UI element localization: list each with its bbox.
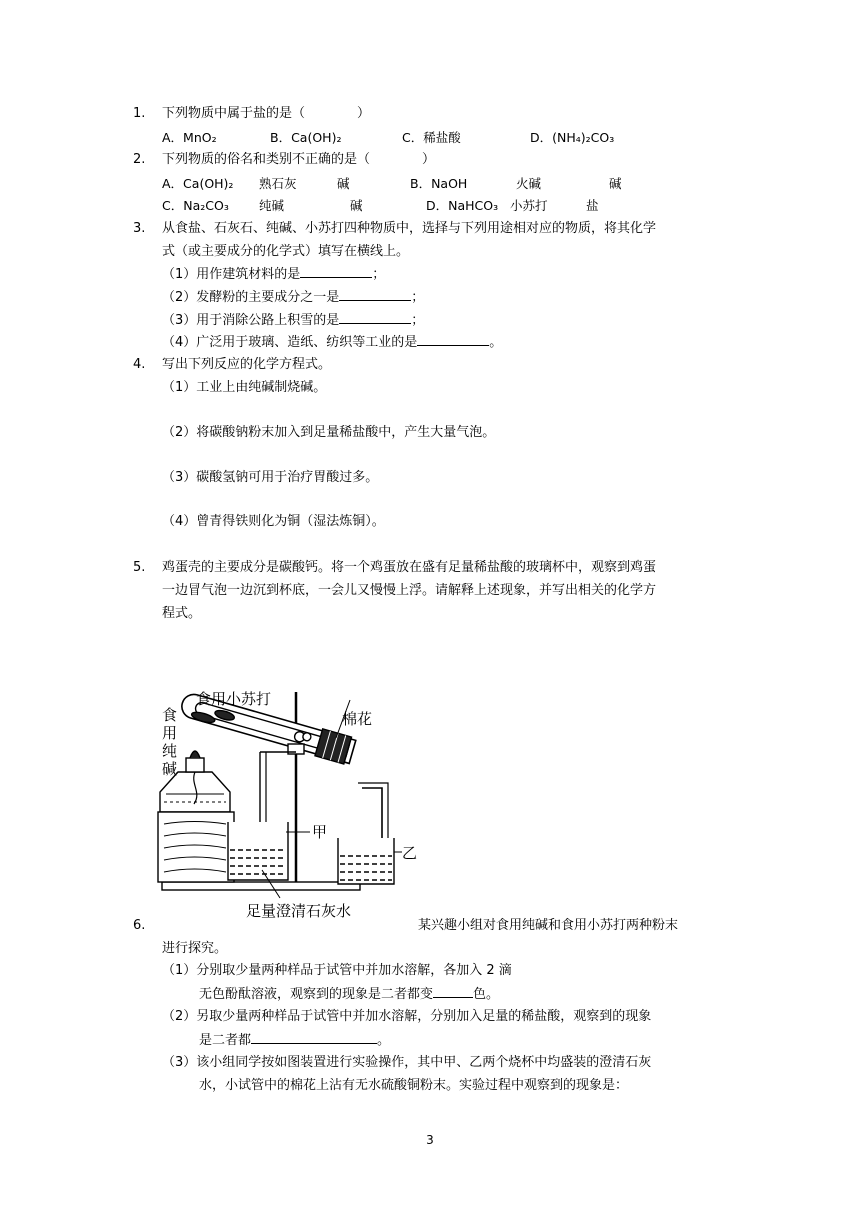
- q2-a-name: 熟石灰: [259, 176, 297, 191]
- q2-a-class: 碱: [337, 176, 350, 191]
- answer-blank[interactable]: [300, 265, 372, 278]
- q4-item-1: （1）工业上由纯碱制烧碱。: [162, 380, 327, 395]
- label-jia: 甲: [312, 823, 328, 841]
- q4-item-4: （4）曾青得铁则化为铜（湿法炼铜）。: [162, 514, 385, 529]
- q4-stem: 写出下列反应的化学方程式。: [162, 357, 332, 372]
- q2-number: 2.: [133, 152, 146, 167]
- label-soda-1: 食 用 纯 碱: [162, 706, 178, 778]
- q2-c-name: 纯碱: [259, 198, 285, 213]
- q6-number: 6.: [133, 918, 146, 933]
- q2-a-formula: A．Ca(OH)₂: [162, 176, 234, 191]
- q2-b-class: 碱: [609, 176, 622, 191]
- q2-d-class: 盐: [586, 198, 599, 213]
- answer-blank[interactable]: [339, 288, 411, 301]
- label-yi: 乙: [402, 844, 418, 862]
- q6-p1a: （1）分别取少量两种样品于试管中并加水溶解，各加入 2 滴: [162, 963, 512, 978]
- apparatus-figure: [150, 684, 418, 934]
- q4-item-3: （3）碳酸氢钠可用于治疗胃酸过多。: [162, 470, 379, 485]
- page-number: 3: [426, 1133, 434, 1147]
- q2-stem: 下列物质的俗名和类别不正确的是（ ）: [162, 152, 436, 167]
- q2-d-name: 小苏打: [510, 198, 548, 213]
- q1-number: 1.: [133, 106, 146, 121]
- q6-p3a: （3）该小组同学按如图装置进行实验操作，其中甲、乙两个烧杯中均盛装的澄清石灰: [162, 1055, 652, 1070]
- q5-number: 5.: [133, 560, 146, 575]
- q2-c-formula: C．Na₂CO₃: [162, 198, 229, 213]
- q1-option-b: B．Ca(OH)₂: [270, 130, 342, 145]
- q6-p1b: 无色酚酞溶液，观察到的现象是二者都变 色。: [199, 987, 500, 1002]
- q3-item-1: （1）用作建筑材料的是 ；: [162, 267, 386, 282]
- q2-b-formula: B．NaOH: [410, 176, 468, 191]
- q3-line1: 从食盐、石灰石、纯碱、小苏打四种物质中，选择与下列用途相对应的物质，将其化学: [162, 221, 657, 236]
- q2-b-name: 火碱: [516, 176, 542, 191]
- label-limewater: 足量澄清石灰水: [246, 902, 352, 920]
- beaker-jia: [228, 822, 288, 880]
- q6-p2b: 是二者都 。: [199, 1033, 391, 1048]
- q3-item-3: （3）用于消除公路上积雪的是 ；: [162, 313, 425, 328]
- q5-line2: 一边冒气泡一边沉到杯底，一会儿又慢慢上浮。请解释上述现象，并写出相关的化学方: [162, 583, 657, 598]
- beaker-yi: [338, 838, 394, 884]
- alcohol-lamp: [160, 772, 230, 812]
- q3-item-2: （2）发酵粉的主要成分之一是 ；: [162, 290, 425, 305]
- q6-intro: 某兴趣小组对食用纯碱和食用小苏打两种粉末: [418, 918, 679, 933]
- q1-stem: 下列物质中属于盐的是（ ）: [162, 106, 371, 121]
- q6-intro2: 进行探究。: [162, 941, 228, 956]
- q3-number: 3.: [133, 221, 146, 236]
- q1-option-c: C．稀盐酸: [402, 130, 461, 145]
- q4-number: 4.: [133, 357, 146, 372]
- q3-item-4: （4）广泛用于玻璃、造纸、纺织等工业的是 。: [162, 335, 503, 350]
- q6-p3b: 水，小试管中的棉花上沾有无水硫酸铜粉末。实验过程中观察到的现象是：: [199, 1078, 629, 1093]
- q6-p2a: （2）另取少量两种样品于试管中并加水溶解，分别加入足量的稀盐酸，观察到的现象: [162, 1009, 652, 1024]
- answer-blank[interactable]: [417, 333, 489, 346]
- answer-blank[interactable]: [433, 985, 473, 998]
- q4-item-2: （2）将碳酸钠粉末加入到足量稀盐酸中，产生大量气泡。: [162, 425, 496, 440]
- q1-option-a: A．MnO₂: [162, 130, 217, 145]
- answer-blank[interactable]: [251, 1031, 377, 1044]
- q2-d-formula: D．NaHCO₃: [426, 198, 499, 213]
- q3-line2: 式（或主要成分的化学式）填写在横线上。: [162, 244, 410, 259]
- label-baking-soda: 食用小苏打: [196, 690, 272, 708]
- q5-line1: 鸡蛋壳的主要成分是碳酸钙。将一个鸡蛋放在盛有足量稀盐酸的玻璃杯中，观察到鸡蛋: [162, 560, 657, 575]
- q1-option-d: D．(NH₄)₂CO₃: [530, 130, 615, 145]
- q5-line3: 程式。: [162, 606, 202, 621]
- label-cotton: 棉花: [342, 710, 373, 728]
- answer-blank[interactable]: [339, 311, 411, 324]
- q2-c-class: 碱: [350, 198, 363, 213]
- stand-base: [162, 882, 360, 890]
